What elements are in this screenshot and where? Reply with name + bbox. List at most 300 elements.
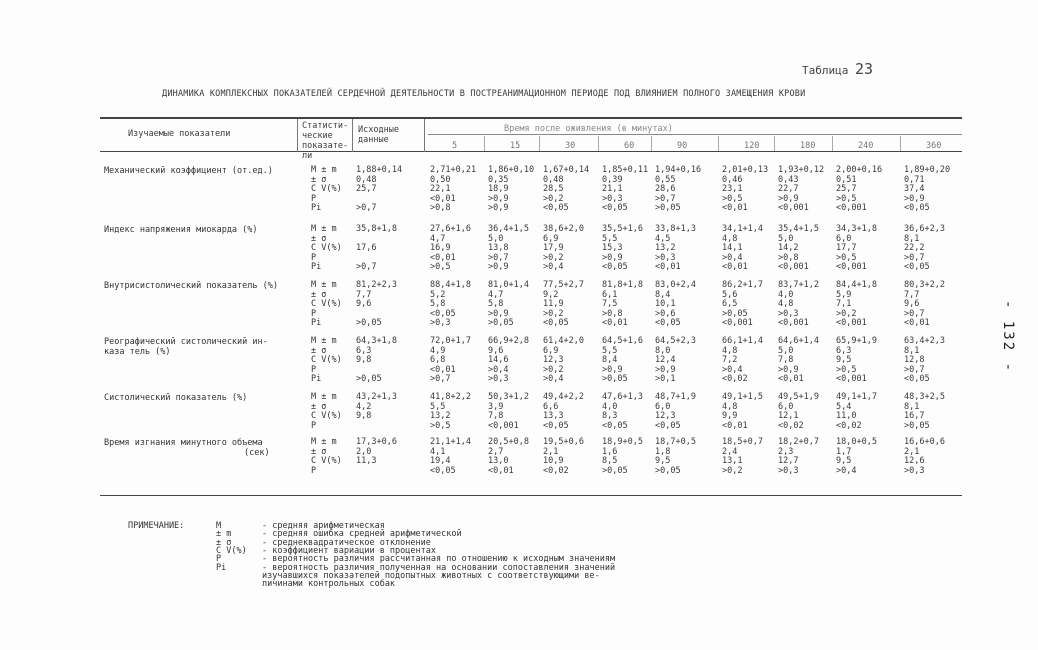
cell-value: 11,9 <box>543 299 564 309</box>
stat-symbol: P <box>311 193 317 204</box>
cell-value: 8,4 <box>602 355 618 365</box>
cell-value: 6,0 <box>778 401 794 412</box>
cell-value: <0,05 <box>543 420 569 431</box>
cell-value: <0,05 <box>904 203 930 213</box>
baseline-value: >0,7 <box>356 262 377 272</box>
cell-value: 0,71 <box>904 174 925 185</box>
cell-value: 5,0 <box>778 345 794 356</box>
cell-value: >0,5 <box>430 262 451 272</box>
baseline-value: 64,3+1,8 <box>356 336 397 346</box>
cell-value: 17,9 <box>543 243 564 253</box>
cell-value: 7,5 <box>602 299 618 309</box>
cell-value: >0,9 <box>488 193 509 204</box>
cell-value: 47,6+1,3 <box>602 392 643 402</box>
cell-value: <0,05 <box>655 318 681 328</box>
cell-value: <0,02 <box>543 465 569 476</box>
cell-value: <0,001 <box>836 262 867 272</box>
cell-value: 2,71+0,21 <box>430 165 477 175</box>
cell-value: 0,43 <box>778 174 799 185</box>
cell-value: <0,001 <box>836 374 867 384</box>
cell-value: 25,7 <box>836 184 857 194</box>
cell-value: 21,1+1,4 <box>430 437 471 447</box>
cell-value: >0,5 <box>836 252 857 263</box>
cell-value: >0,4 <box>488 364 509 375</box>
header-baseline <box>358 125 399 145</box>
cell-value: >0,9 <box>488 262 509 272</box>
cell-value: 72,0+1,7 <box>430 336 471 346</box>
cell-value: >0,4 <box>543 262 564 272</box>
cell-value: 4,8 <box>722 401 738 412</box>
cell-value: >0,5 <box>430 420 451 431</box>
stat-symbol: C V(%) <box>311 299 342 309</box>
stat-symbol: M ± m <box>311 392 337 402</box>
cell-value: >0,05 <box>722 308 748 319</box>
baseline-value: 7,7 <box>356 289 372 300</box>
cell-value: >0,9 <box>778 364 799 375</box>
cell-value: <0,01 <box>430 252 456 263</box>
header-stat-line: Статисти- <box>302 121 349 131</box>
header-time: Время после оживления (в минутах) <box>504 124 673 134</box>
cell-value: <0,01 <box>722 203 748 213</box>
time-column-header: 90 <box>677 141 688 151</box>
cell-value: 48,7+1,9 <box>655 392 696 402</box>
cell-value: 22,7 <box>778 184 799 194</box>
stat-symbol: M ± m <box>311 437 337 447</box>
cell-value: <0,001 <box>722 318 753 328</box>
cell-value: >0,9 <box>488 308 509 319</box>
baseline-value: 9,8 <box>356 355 372 365</box>
indicator-name: Время изгнания минутного объема <box>104 438 263 448</box>
header-stat-line: ли <box>302 151 313 161</box>
note-symbol: ± σ <box>216 537 232 548</box>
stat-symbol: ± σ <box>311 401 327 412</box>
cell-value: 5,5 <box>602 345 618 356</box>
stat-symbol: Pi <box>311 262 322 272</box>
cell-value: 4,5 <box>655 233 671 244</box>
cell-value: 4,1 <box>430 446 446 457</box>
cell-value: >0,5 <box>722 193 743 204</box>
cell-value: 5,4 <box>836 401 852 412</box>
cell-value: >0,9 <box>602 364 623 375</box>
cell-value: 5,5 <box>430 401 446 412</box>
cell-value: 16,6+0,6 <box>904 437 945 447</box>
table-title: ДИНАМИКА КОМПЛЕКСНЫХ ПОКАЗАТЕЛЕЙ СЕРДЕЧНОЙ ДЕЯТЕЛЬНОСТИ В ПОСТРЕАНИМАЦИОННОМ ПЕРИОДЕ ПОД ВЛИЯНИЕМ ПОЛНОГО ЗАМЕЩЕНИЯ КРОВИ <box>162 89 806 99</box>
header-rule <box>100 151 962 152</box>
cell-value: 81,8+1,8 <box>602 280 643 290</box>
cell-value: 13,0 <box>488 456 509 466</box>
cell-value: 12,8 <box>904 355 925 365</box>
cell-value: 7,8 <box>778 355 794 365</box>
stat-symbol: M ± m <box>311 336 337 346</box>
cell-value: 6,8 <box>430 355 446 365</box>
cell-value: 7,7 <box>904 289 920 300</box>
cell-value: 49,5+1,9 <box>778 392 819 402</box>
cell-value: 5,5 <box>602 233 618 244</box>
cell-value: <0,01 <box>722 262 748 272</box>
cell-value: 19,5+0,6 <box>543 437 584 447</box>
baseline-value: 6,3 <box>356 345 372 356</box>
cell-value: >0,05 <box>655 465 681 476</box>
indicator-name: каза тель (%) <box>104 347 171 357</box>
cell-value: 4,0 <box>778 289 794 300</box>
cell-value: 6,1 <box>602 289 618 300</box>
cell-value: 18,9+0,5 <box>602 437 643 447</box>
cell-value: 14,1 <box>722 243 743 253</box>
cell-value: 36,4+1,5 <box>488 224 529 234</box>
stat-symbol: P <box>311 420 317 431</box>
header-stat-line: ческие <box>302 131 333 141</box>
cell-value: 49,4+2,2 <box>543 392 584 402</box>
cell-value: 8,1 <box>904 345 920 356</box>
time-column-header: 120 <box>744 141 760 151</box>
cell-value: 38,6+2,0 <box>543 224 584 234</box>
cell-value: 66,9+2,8 <box>488 336 529 346</box>
header-stat-line: показате- <box>302 141 349 151</box>
cell-value: 37,4 <box>904 184 925 194</box>
stat-symbol: C V(%) <box>311 243 342 253</box>
cell-value: <0,05 <box>543 318 569 328</box>
cell-value: <0,001 <box>836 318 867 328</box>
time-column-header: 5 <box>452 141 458 151</box>
cell-value: 41,8+2,2 <box>430 392 471 402</box>
cell-value: 84,4+1,8 <box>836 280 877 290</box>
cell-value: 2,01+0,13 <box>722 165 769 175</box>
col-divider <box>598 136 599 151</box>
cell-value: 1,93+0,12 <box>778 165 825 175</box>
cell-value: 8,3 <box>602 411 618 421</box>
note-text: - вероятность различия рассчитанная по отношению к исходным значениям <box>262 554 616 565</box>
note-symbol: ± m <box>216 529 232 540</box>
cell-value: >0,7 <box>904 252 925 263</box>
time-column-header: 15 <box>510 141 521 151</box>
cell-value: 5,6 <box>722 289 738 300</box>
cell-value: >0,05 <box>904 420 930 431</box>
cell-value: 13,1 <box>722 456 743 466</box>
cell-value: 1,67+0,14 <box>543 165 590 175</box>
cell-value: 36,6+2,3 <box>904 224 945 234</box>
col-divider <box>484 136 485 151</box>
cell-value: 9,9 <box>722 411 738 421</box>
cell-value: <0,01 <box>904 318 930 328</box>
cell-value: 81,0+1,4 <box>488 280 529 290</box>
baseline-value: 9,8 <box>356 411 372 421</box>
cell-value: 1,6 <box>602 446 618 457</box>
cell-value: >0,2 <box>543 252 564 263</box>
cell-value: 88,4+1,8 <box>430 280 471 290</box>
stat-symbol: C V(%) <box>311 184 342 194</box>
cell-value: <0,02 <box>836 420 862 431</box>
baseline-value: 9,6 <box>356 299 372 309</box>
cell-value: >0,7 <box>655 193 676 204</box>
col-divider <box>352 119 353 152</box>
cell-value: 5,2 <box>430 289 446 300</box>
cell-value: >0,2 <box>836 308 857 319</box>
cell-value: <0,01 <box>488 465 514 476</box>
cell-value: 86,2+1,7 <box>722 280 763 290</box>
cell-value: <0,01 <box>602 318 628 328</box>
indicator-name: Систолический показатель (%) <box>104 393 248 403</box>
baseline-value: 1,88+0,14 <box>356 165 403 175</box>
cell-value: <0,001 <box>488 420 519 431</box>
cell-value: >0,3 <box>778 465 799 476</box>
cell-value: >0,05 <box>602 465 628 476</box>
cell-value: 2,1 <box>543 446 559 457</box>
cell-value: <0,02 <box>778 420 804 431</box>
time-column-header: 60 <box>624 141 635 151</box>
cell-value: 4,7 <box>488 289 504 300</box>
cell-value: <0,001 <box>778 203 809 213</box>
cell-value: >0,4 <box>722 252 743 263</box>
cell-value: 4,7 <box>430 233 446 244</box>
stat-symbol: ± σ <box>311 233 327 244</box>
time-column-header: 180 <box>800 141 816 151</box>
cell-value: 13,3 <box>543 411 564 421</box>
cell-value: 13,8 <box>488 243 509 253</box>
cell-value: 1,8 <box>655 446 671 457</box>
col-divider <box>424 119 425 152</box>
cell-value: 17,7 <box>836 243 857 253</box>
stat-symbol: P <box>311 252 317 263</box>
cell-value: 2,3 <box>778 446 794 457</box>
cell-value: 64,6+1,4 <box>778 336 819 346</box>
stat-symbol: M ± m <box>311 280 337 290</box>
cell-value: <0,05 <box>543 203 569 213</box>
cell-value: 7,8 <box>488 411 504 421</box>
top-rule <box>100 117 962 119</box>
cell-value: 6,5 <box>722 299 738 309</box>
cell-value: 8,1 <box>904 233 920 244</box>
cell-value: <0,05 <box>904 374 930 384</box>
cell-value: >0,2 <box>543 193 564 204</box>
cell-value: 7,1 <box>836 299 852 309</box>
stat-symbol: Pi <box>311 374 322 384</box>
baseline-value: 2,0 <box>356 446 372 457</box>
cell-value: 14,6 <box>488 355 509 365</box>
cell-value: 15,3 <box>602 243 623 253</box>
notes-label: ПРИМЕЧАНИЕ: <box>128 521 185 531</box>
cell-value: 28,6 <box>655 184 676 194</box>
cell-value: 22,2 <box>904 243 925 253</box>
cell-value: 5,9 <box>836 289 852 300</box>
cell-value: <0,05 <box>655 420 681 431</box>
cell-value: 64,5+2,3 <box>655 336 696 346</box>
cell-value: 0,39 <box>602 174 623 185</box>
note-symbol: C V(%) <box>216 545 247 556</box>
cell-value: 27,6+1,6 <box>430 224 471 234</box>
cell-value: 12,4 <box>655 355 676 365</box>
cell-value: 66,1+1,4 <box>722 336 763 346</box>
header-stat <box>302 121 348 161</box>
cell-value: 8,0 <box>655 345 671 356</box>
cell-value: 6,0 <box>836 233 852 244</box>
cell-value: >0,8 <box>430 203 451 213</box>
cell-value: 6,3 <box>836 345 852 356</box>
cell-value: <0,01 <box>430 364 456 375</box>
cell-value: 13,2 <box>430 411 451 421</box>
cell-value: <0,01 <box>655 262 681 272</box>
note-text: - средняя ошибка средней арифметической <box>262 529 462 540</box>
cell-value: 18,7+0,5 <box>655 437 696 447</box>
cell-value: 21,1 <box>602 184 623 194</box>
cell-value: <0,01 <box>430 193 456 204</box>
cell-value: 12,3 <box>543 355 564 365</box>
cell-value: <0,001 <box>836 203 867 213</box>
cell-value: 0,51 <box>836 174 857 185</box>
cell-value: 9,6 <box>904 299 920 309</box>
cell-value: 19,4 <box>430 456 451 466</box>
header-baseline-line: данные <box>358 135 389 145</box>
cell-value: 18,9 <box>488 184 509 194</box>
cell-value: <0,001 <box>778 262 809 272</box>
cell-value: <0,05 <box>602 262 628 272</box>
baseline-value: 43,2+1,3 <box>356 392 397 402</box>
col-divider <box>900 136 901 151</box>
cell-value: >0,7 <box>904 364 925 375</box>
cell-value: 10,9 <box>543 456 564 466</box>
note-text: изучавшихся показателей подопытных животных с соответствующими ве- <box>262 570 600 581</box>
cell-value: >0,3 <box>488 374 509 384</box>
col-divider <box>718 136 719 151</box>
cell-value: 3,9 <box>488 401 504 412</box>
cell-value: 9,6 <box>488 345 504 356</box>
col-divider <box>297 119 298 152</box>
cell-value: >0,9 <box>602 252 623 263</box>
cell-value: 28,5 <box>543 184 564 194</box>
cell-value: 22,1 <box>430 184 451 194</box>
cell-value: 7,2 <box>722 355 738 365</box>
cell-value: 13,2 <box>655 243 676 253</box>
baseline-value: 81,2+2,3 <box>356 280 397 290</box>
cell-value: <0,02 <box>722 374 748 384</box>
indicator-name: Реографический систолический ин- <box>104 337 268 347</box>
cell-value: 11,0 <box>836 411 857 421</box>
baseline-value: 4,2 <box>356 401 372 412</box>
cell-value: 0,48 <box>543 174 564 185</box>
cell-value: <0,05 <box>430 465 456 476</box>
cell-value: 65,9+1,9 <box>836 336 877 346</box>
cell-value: 77,5+2,7 <box>543 280 584 290</box>
cell-value: >0,9 <box>778 193 799 204</box>
cell-value: <0,05 <box>602 420 628 431</box>
cell-value: 4,8 <box>722 233 738 244</box>
cell-value: 64,5+1,6 <box>602 336 643 346</box>
cell-value: 0,46 <box>722 174 743 185</box>
cell-value: >0,05 <box>655 203 681 213</box>
header-baseline-line: Исходные <box>358 125 399 135</box>
cell-value: >0,05 <box>602 374 628 384</box>
baseline-value: 17,3+0,6 <box>356 437 397 447</box>
cell-value: <0,01 <box>722 420 748 431</box>
cell-value: 1,85+0,11 <box>602 165 649 175</box>
stat-symbol: C V(%) <box>311 456 342 466</box>
note-text: личинами контрольных собак <box>262 579 396 590</box>
time-rule <box>428 134 962 135</box>
time-column-header: 240 <box>858 141 874 151</box>
cell-value: 61,4+2,0 <box>543 336 584 346</box>
cell-value: 1,89+0,20 <box>904 165 951 175</box>
cell-value: >0,8 <box>778 252 799 263</box>
stat-symbol: ± σ <box>311 446 327 457</box>
indicator-name: (сек) <box>244 448 270 458</box>
cell-value: 35,4+1,5 <box>778 224 819 234</box>
cell-value: >0,9 <box>655 364 676 375</box>
col-divider <box>651 136 652 151</box>
cell-value: 12,7 <box>778 456 799 466</box>
stat-symbol: P <box>311 308 317 319</box>
indicator-name: Внутрисистолический показатель (%) <box>104 281 278 291</box>
cell-value: >0,2 <box>722 465 743 476</box>
cell-value: 4,9 <box>430 345 446 356</box>
cell-value: 23,1 <box>722 184 743 194</box>
cell-value: 48,3+2,5 <box>904 392 945 402</box>
cell-value: 63,4+2,3 <box>904 336 945 346</box>
cell-value: <0,05 <box>602 203 628 213</box>
cell-value: >0,9 <box>488 203 509 213</box>
time-column-header: 30 <box>565 141 576 151</box>
cell-value: 1,7 <box>836 446 852 457</box>
stat-symbol: P <box>311 364 317 375</box>
cell-value: 9,5 <box>836 456 852 466</box>
cell-value: 6,9 <box>543 345 559 356</box>
cell-value: 4,0 <box>602 401 618 412</box>
stat-symbol: C V(%) <box>311 355 342 365</box>
cell-value: >0,3 <box>430 318 451 328</box>
cell-value: 4,8 <box>722 345 738 356</box>
cell-value: 34,1+1,4 <box>722 224 763 234</box>
cell-value: >0,4 <box>722 364 743 375</box>
cell-value: 33,8+1,3 <box>655 224 696 234</box>
baseline-value: >0,05 <box>356 318 382 328</box>
bottom-rule <box>100 495 962 496</box>
cell-value: >0,1 <box>655 374 676 384</box>
stat-symbol: ± σ <box>311 289 327 300</box>
cell-value: 0,35 <box>488 174 509 185</box>
cell-value: 18,0+0,5 <box>836 437 877 447</box>
cell-value: >0,7 <box>488 252 509 263</box>
baseline-value: 25,7 <box>356 184 377 194</box>
cell-value: >0,3 <box>778 308 799 319</box>
cell-value: <0,001 <box>778 318 809 328</box>
cell-value: 6,9 <box>543 233 559 244</box>
cell-value: 16,7 <box>904 411 925 421</box>
cell-value: 34,3+1,8 <box>836 224 877 234</box>
cell-value: 5,0 <box>488 233 504 244</box>
cell-value: 9,5 <box>836 355 852 365</box>
cell-value: 1,94+0,16 <box>655 165 702 175</box>
cell-value: 50,3+1,2 <box>488 392 529 402</box>
cell-value: >0,9 <box>904 193 925 204</box>
stat-symbol: ± σ <box>311 174 327 185</box>
header-indicators: Изучаемые показатели <box>128 129 231 139</box>
col-divider <box>774 136 775 151</box>
cell-value: 2,1 <box>904 446 920 457</box>
cell-value: >0,7 <box>430 374 451 384</box>
note-text: - среднеквадратическое отклонение <box>262 537 431 548</box>
cell-value: >0,7 <box>904 308 925 319</box>
stat-symbol: P <box>311 465 317 476</box>
cell-value: <0,05 <box>430 308 456 319</box>
cell-value: >0,3 <box>655 252 676 263</box>
cell-value: 1,86+0,10 <box>488 165 535 175</box>
baseline-value: >0,05 <box>356 374 382 384</box>
cell-value: 12,3 <box>655 411 676 421</box>
cell-value: 35,5+1,6 <box>602 224 643 234</box>
cell-value: 2,7 <box>488 446 504 457</box>
cell-value: 49,1+1,7 <box>836 392 877 402</box>
col-divider <box>539 136 540 151</box>
cell-value: >0,6 <box>655 308 676 319</box>
table-number: Таблица 23 <box>802 60 874 78</box>
